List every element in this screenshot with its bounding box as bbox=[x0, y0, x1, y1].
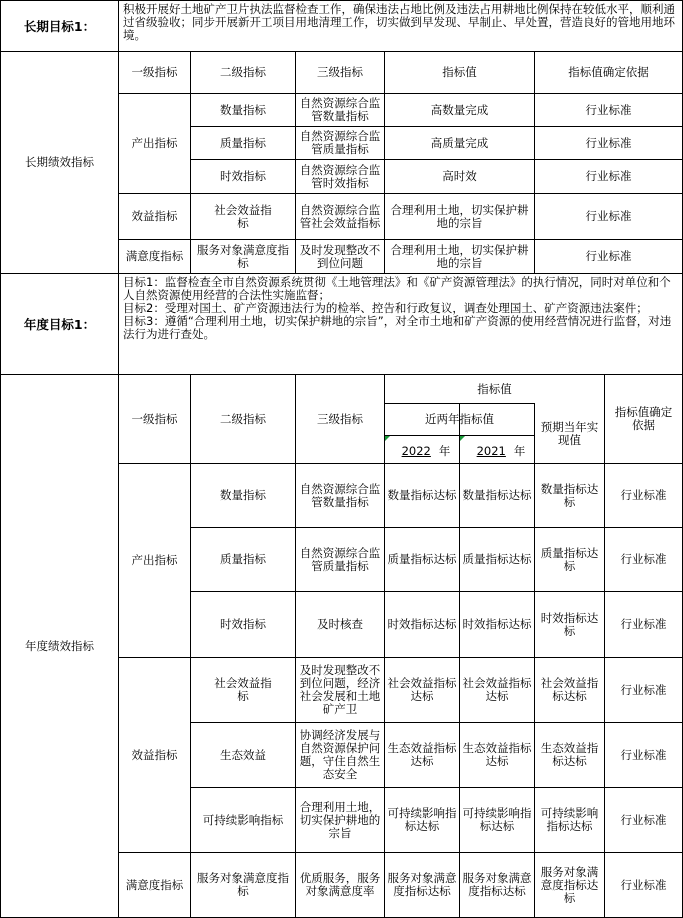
an-satisfaction-label: 满意度指标 bbox=[125, 877, 184, 892]
an-row-2021: 质量指标达标 bbox=[462, 552, 532, 566]
an-row-l3: 协调经济发展与自然资源保护问题，守住自然生态安全 bbox=[299, 728, 381, 781]
an-row-basis: 行业标准 bbox=[620, 552, 667, 566]
an-benefit-label: 效益指标 bbox=[131, 747, 178, 762]
lt-row-l3: 自然资源综合监管数量指标 bbox=[299, 96, 381, 123]
an-row-basis: 行业标准 bbox=[620, 812, 667, 827]
lt-row-l2: 数量指标 bbox=[220, 102, 266, 117]
an-row-basis: 行业标准 bbox=[620, 488, 667, 502]
lt-row-basis: 行业标准 bbox=[585, 102, 632, 117]
an-row-l3: 及时发现整改不到位问题，经济社会发展和土地矿产卫 bbox=[299, 663, 381, 716]
lt-header-basis: 指标值确定依据 bbox=[568, 65, 649, 79]
an-row-2022: 社会效益指标达标 bbox=[387, 676, 457, 703]
an-row-l3: 及时核查 bbox=[317, 617, 363, 631]
year-2022: 2022 bbox=[401, 444, 431, 458]
lt-header-l1: 一级指标 bbox=[131, 65, 178, 79]
lt-row-l2: 时效指标 bbox=[220, 169, 266, 183]
year-2021: 2021 bbox=[476, 444, 506, 458]
annual-perf-label: 年度绩效指标 bbox=[25, 638, 94, 653]
an-row-2022: 质量指标达标 bbox=[387, 552, 457, 566]
an-header-value: 指标值 bbox=[477, 381, 512, 396]
lt-row-value: 合理利用土地，切实保护耕地的宗旨 bbox=[390, 242, 529, 270]
an-header-year-2021 bbox=[460, 436, 534, 463]
lt-row-l3: 自然资源综合监管时效指标 bbox=[299, 162, 381, 190]
an-row-basis: 行业标准 bbox=[620, 682, 667, 697]
an-row-expected: 数量指标达标 bbox=[540, 481, 599, 509]
annual-goal-3: 目标3：遵循“合理利用土地，切实保护耕地的宗旨”，对全市土地和矿产资源的使用经营情况进行监督，对违法行为进行查处。 bbox=[123, 314, 672, 341]
lt-row-basis: 行业标准 bbox=[585, 169, 632, 183]
an-header-l1: 一级指标 bbox=[131, 411, 178, 426]
year-suffix: 年 bbox=[438, 444, 451, 458]
an-row-2021: 可持续影响指标达标 bbox=[462, 806, 532, 833]
an-row-expected: 生态效益指标达标 bbox=[540, 741, 599, 768]
year-suffix: 年 bbox=[513, 444, 526, 458]
an-row-l2: 可持续影响指标 bbox=[202, 812, 284, 827]
lt-header-l2: 二级指标 bbox=[220, 65, 266, 79]
long-term-goal-label: 长期目标1： bbox=[23, 18, 96, 34]
an-row-l2: 生态效益 bbox=[220, 747, 266, 762]
annual-goal-list bbox=[119, 276, 681, 373]
long-term-perf-label: 长期绩效指标 bbox=[25, 155, 94, 169]
lt-row-basis: 行业标准 bbox=[585, 209, 632, 223]
an-row-l3: 优质服务，服务对象满意度率 bbox=[299, 871, 381, 898]
lt-row-l2: 社会效益指标 bbox=[214, 202, 272, 230]
an-row-basis: 行业标准 bbox=[620, 747, 667, 762]
an-header-l2: 二级指标 bbox=[220, 411, 266, 426]
an-header-basis: 指标值确定依据 bbox=[614, 405, 673, 432]
an-output-label: 产出指标 bbox=[131, 553, 178, 567]
annual-goal-2: 目标2：受理对国土、矿产资源违法行为的检举、控告和行政复议，调查处理国土、矿产资源违法案件； bbox=[123, 301, 648, 315]
lt-row-value: 合理利用土地，切实保护耕地的宗旨 bbox=[390, 202, 529, 230]
an-header-expected: 预期当年实现值 bbox=[540, 419, 599, 447]
an-row-2022: 服务对象满意度指标达标 bbox=[387, 871, 457, 898]
lt-row-l3: 及时发现整改不到位问题 bbox=[299, 242, 381, 270]
an-row-l3: 合理利用土地，切实保护耕地的宗旨 bbox=[299, 799, 381, 840]
an-row-l2: 质量指标 bbox=[220, 552, 266, 566]
annual-goal-1: 目标1：监督检查全市自然资源系统贯彻《土地管理法》和《矿产资源管理法》的执行情况，同时对单位和个人自然资源使用经营的合法性实施监督； bbox=[123, 276, 671, 302]
lt-output-label: 产出指标 bbox=[131, 136, 178, 150]
an-row-l3: 自然资源综合监管质量指标 bbox=[299, 545, 381, 573]
an-row-2022: 可持续影响指标达标 bbox=[387, 806, 457, 833]
lt-row-l3: 自然资源综合监管质量指标 bbox=[299, 129, 381, 156]
an-row-2022: 数量指标达标 bbox=[387, 488, 457, 502]
an-row-2021: 服务对象满意度指标达标 bbox=[462, 871, 532, 898]
lt-header-value: 指标值 bbox=[442, 65, 477, 79]
lt-row-basis: 行业标准 bbox=[585, 135, 632, 150]
an-row-2021: 数量指标达标 bbox=[462, 488, 532, 502]
lt-benefit-label: 效益指标 bbox=[131, 209, 178, 223]
annual-goal-label: 年度目标1： bbox=[23, 316, 96, 332]
an-row-expected: 服务对象满意度指标达标 bbox=[540, 864, 599, 905]
an-row-l2: 时效指标 bbox=[220, 617, 266, 631]
an-row-l3: 自然资源综合监管数量指标 bbox=[299, 481, 381, 509]
lt-row-l2: 质量指标 bbox=[220, 135, 266, 150]
an-row-expected: 可持续影响指标达标 bbox=[540, 806, 599, 833]
long-term-goal-text: 积极开展好土地矿产卫片执法监督检查工作，确保违法占地比例及违法占用耕地比例保持在较低水平，顺利通过省级验收；同步开展新开工项目用地清理工作，切实做到早发现、早制止、早处置，营造良好的管地用地环境。 bbox=[123, 3, 675, 42]
lt-row-l3: 自然资源综合监管社会效益指标 bbox=[299, 202, 381, 230]
an-header-year-2022 bbox=[385, 436, 459, 463]
an-row-2022: 时效指标达标 bbox=[387, 617, 457, 631]
an-row-2021: 时效指标达标 bbox=[462, 617, 532, 631]
an-row-l2: 服务对象满意度指标 bbox=[197, 871, 289, 898]
an-row-2022: 生态效益指标达标 bbox=[387, 741, 457, 768]
an-row-expected: 社会效益指标达标 bbox=[540, 676, 599, 703]
lt-row-value: 高时效 bbox=[442, 169, 477, 183]
lt-header-l3: 三级指标 bbox=[317, 65, 363, 79]
lt-row-l2: 服务对象满意度指标 bbox=[197, 242, 289, 270]
lt-row-value: 高数量完成 bbox=[430, 102, 489, 117]
an-row-basis: 行业标准 bbox=[620, 877, 667, 892]
an-row-l2: 社会效益指标 bbox=[214, 676, 272, 703]
an-row-2021: 生态效益指标达标 bbox=[462, 741, 532, 768]
lt-satisfaction-label: 满意度指标 bbox=[125, 249, 184, 263]
an-row-expected: 质量指标达标 bbox=[540, 545, 599, 573]
an-header-recent: 近两年指标值 bbox=[425, 412, 494, 426]
lt-row-value: 高质量完成 bbox=[430, 135, 489, 150]
an-row-basis: 行业标准 bbox=[620, 617, 667, 631]
an-header-l3: 三级指标 bbox=[317, 411, 363, 426]
an-row-2021: 社会效益指标达标 bbox=[462, 676, 532, 703]
an-row-l2: 数量指标 bbox=[220, 488, 266, 502]
lt-row-basis: 行业标准 bbox=[585, 249, 632, 263]
an-row-expected: 时效指标达标 bbox=[540, 610, 599, 638]
